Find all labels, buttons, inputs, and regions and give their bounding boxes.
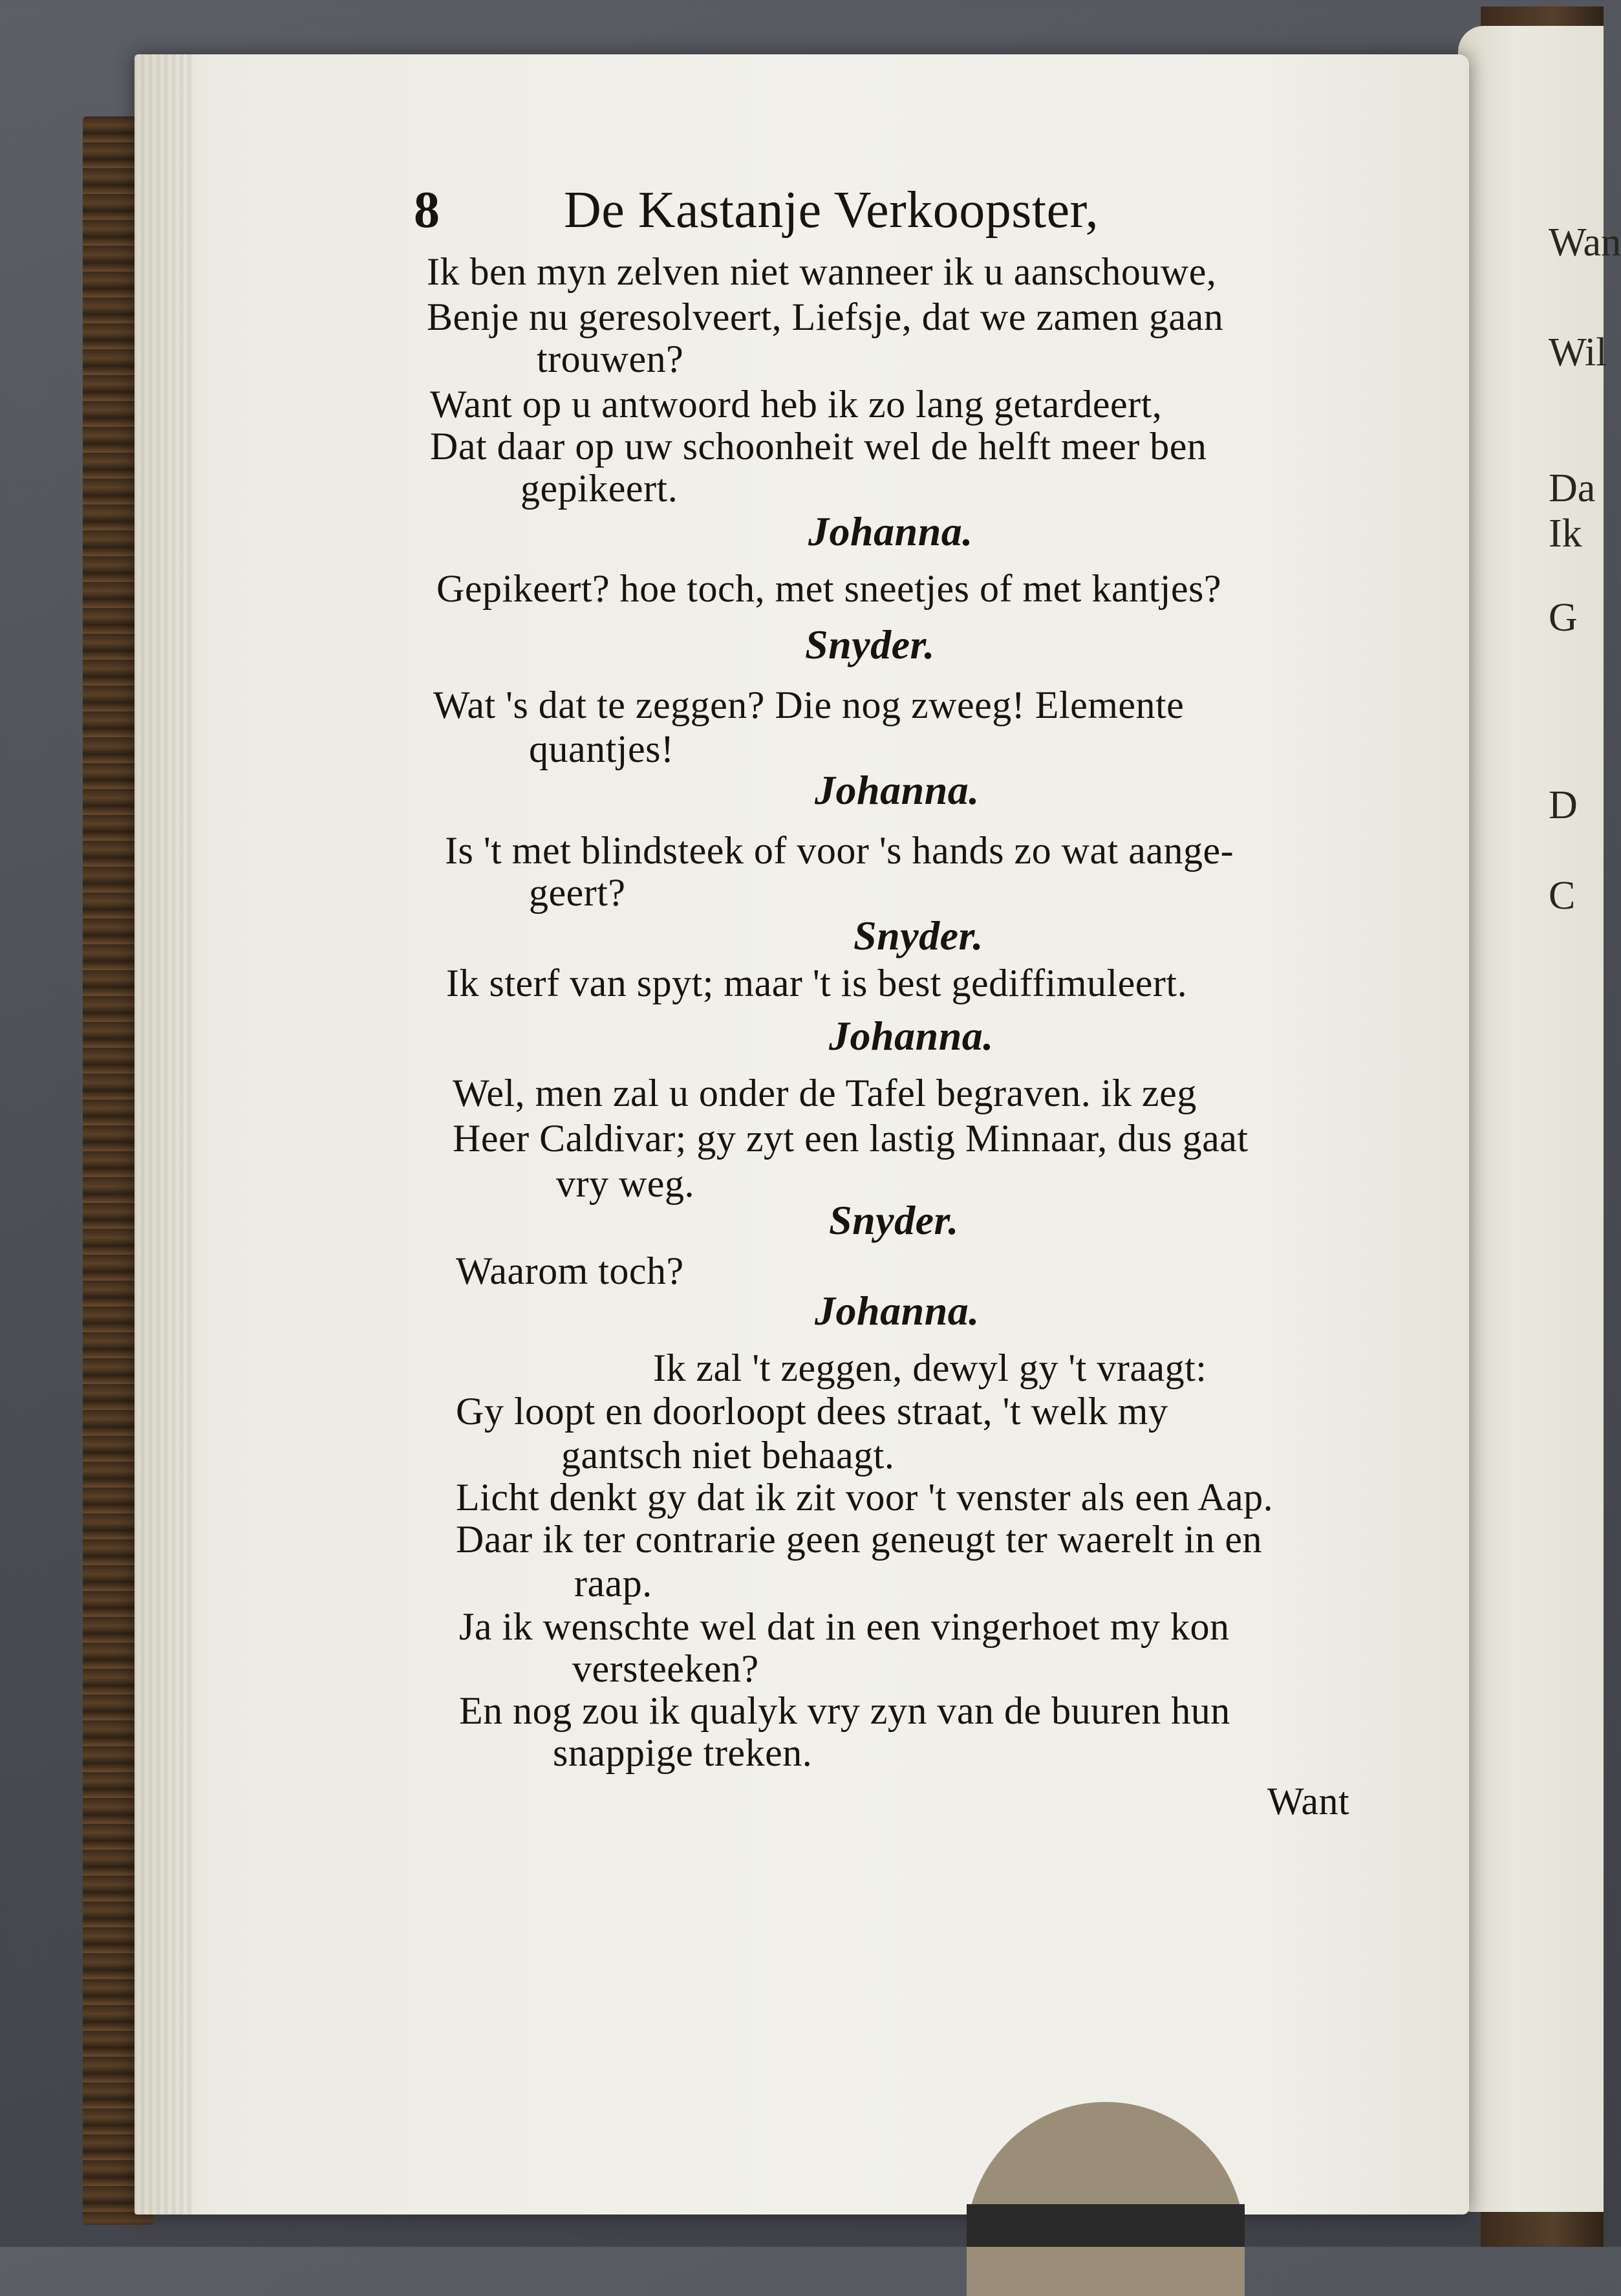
verse-line: snappige treken. — [553, 1731, 813, 1774]
facing-page-fragment: Wan — [1549, 221, 1621, 265]
verse-line: Ja ik wenschte wel dat in een vingerhoet my kon — [459, 1605, 1230, 1648]
verse-line: raap. — [574, 1562, 652, 1605]
verse-line: quantjes! — [529, 728, 674, 770]
speaker-name: Johanna. — [829, 1013, 994, 1059]
catchword: Want — [1267, 1780, 1350, 1823]
thumb-shadow — [967, 2204, 1245, 2247]
facing-page-fragment: G — [1549, 596, 1578, 640]
verse-line: Wat 's dat te zeggen? Die nog zweeg! Elemente — [433, 684, 1185, 726]
verse-line: vry weg. — [556, 1162, 694, 1205]
verse-line: Want op u antwoord heb ik zo lang getardeert, — [430, 383, 1163, 426]
verse-line: gepikeert. — [521, 467, 678, 510]
verse-line: gantsch niet behaagt. — [561, 1434, 895, 1477]
speaker-name: Snyder. — [829, 1197, 959, 1243]
verse-line: geert? — [529, 871, 626, 914]
speaker-name: Johanna. — [815, 1288, 980, 1334]
verse-line: Wel, men zal u onder de Tafel begraven. ik zeg — [453, 1072, 1197, 1114]
page-number: 8 — [414, 182, 440, 239]
verse-line: Dat daar op uw schoonheit wel de helft meer ben — [430, 425, 1207, 468]
facing-page-fragment: Wil — [1549, 330, 1607, 374]
speaker-name: Johanna. — [808, 508, 973, 554]
facing-page-fragment: C — [1549, 874, 1576, 918]
verse-line: Ik ben myn zelven niet wanneer ik u aanschouwe, — [427, 250, 1217, 293]
speaker-name: Johanna. — [815, 767, 980, 813]
facing-page-fragment: D — [1549, 783, 1578, 827]
speaker-name: Snyder. — [805, 622, 935, 667]
facing-page-fragment: Ik — [1549, 512, 1582, 556]
verse-line: Benje nu geresolveert, Liefsje, dat we zamen gaan — [427, 296, 1224, 338]
verse-line: Is 't met blindsteek of voor 's hands zo wat aange- — [445, 829, 1234, 872]
verse-line: versteeken? — [572, 1647, 759, 1690]
verse-line: Ik zal 't zeggen, dewyl gy 't vraagt: — [653, 1347, 1207, 1389]
verse-line: Waarom toch? — [456, 1250, 684, 1292]
running-title: De Kastanje Verkoopster, — [564, 182, 1099, 239]
verse-line: Licht denkt gy dat ik zit voor 't venster als een Aap. — [456, 1476, 1274, 1519]
verse-line: trouwen? — [537, 338, 684, 380]
verse-line: Daar ik ter contrarie geen geneugt ter waerelt in en — [456, 1518, 1263, 1561]
verse-line: Gy loopt en doorloopt dees straat, 't welk my — [456, 1390, 1168, 1433]
facing-page-fragment: Da — [1549, 466, 1596, 510]
speaker-name: Snyder. — [853, 913, 983, 958]
verse-line: Heer Caldivar; gy zyt een lastig Minnaar, dus gaat — [453, 1117, 1249, 1160]
verse-line: Ik sterf van spyt; maar 't is best gediffimuleert. — [446, 962, 1188, 1004]
verse-line: En nog zou ik qualyk vry zyn van de buuren hun — [459, 1689, 1230, 1732]
verse-line: Gepikeert? hoe toch, met sneetjes of met kantjes? — [436, 567, 1222, 610]
